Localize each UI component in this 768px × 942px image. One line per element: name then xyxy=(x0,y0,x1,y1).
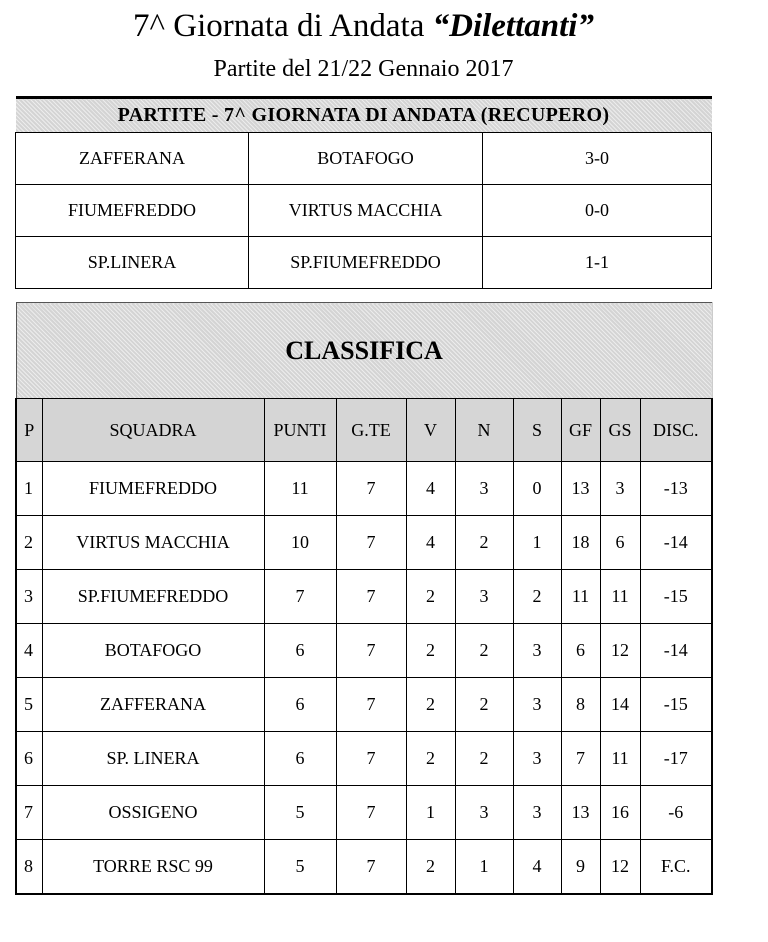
match-row xyxy=(16,237,712,289)
column-header-discipline: DISC. xyxy=(640,399,712,462)
standings-row xyxy=(16,462,712,516)
team-cell: BOTAFOGO xyxy=(42,624,264,678)
standings-row xyxy=(16,516,712,570)
goals-against-cell: 6 xyxy=(600,516,640,570)
goals-for-cell: 6 xyxy=(561,624,600,678)
position-cell: 7 xyxy=(16,786,42,840)
standings-row xyxy=(16,624,712,678)
played-cell: 7 xyxy=(336,678,406,732)
losses-cell: 3 xyxy=(513,732,561,786)
played-cell: 7 xyxy=(336,624,406,678)
position-cell: 3 xyxy=(16,570,42,624)
discipline-cell: -14 xyxy=(640,624,712,678)
matches-table xyxy=(15,96,712,289)
wins-cell: 2 xyxy=(406,624,455,678)
match-row xyxy=(16,133,712,185)
team-cell: TORRE RSC 99 xyxy=(42,840,264,895)
wins-cell: 2 xyxy=(406,732,455,786)
points-cell: 5 xyxy=(264,786,336,840)
draws-cell: 2 xyxy=(455,624,513,678)
goals-for-cell: 13 xyxy=(561,786,600,840)
discipline-cell: -13 xyxy=(640,462,712,516)
draws-cell: 3 xyxy=(455,462,513,516)
match-score: 0-0 xyxy=(483,185,712,237)
losses-cell: 3 xyxy=(513,786,561,840)
standings-row xyxy=(16,570,712,624)
team-cell: VIRTUS MACCHIA xyxy=(42,516,264,570)
match-home-team: FIUMEFREDDO xyxy=(16,185,249,237)
match-home-team: SP.LINERA xyxy=(16,237,249,289)
goals-for-cell: 11 xyxy=(561,570,600,624)
draws-cell: 2 xyxy=(455,732,513,786)
wins-cell: 1 xyxy=(406,786,455,840)
played-cell: 7 xyxy=(336,570,406,624)
team-cell: SP. LINERA xyxy=(42,732,264,786)
column-header-wins: V xyxy=(406,399,455,462)
team-cell: ZAFFERANA xyxy=(42,678,264,732)
draws-cell: 3 xyxy=(455,570,513,624)
standings-row xyxy=(16,786,712,840)
goals-against-cell: 3 xyxy=(600,462,640,516)
goals-for-cell: 18 xyxy=(561,516,600,570)
matches-heading: PARTITE - 7^ GIORNATA DI ANDATA (RECUPERO) xyxy=(16,98,712,133)
wins-cell: 4 xyxy=(406,516,455,570)
column-header-draws: N xyxy=(455,399,513,462)
page-subtitle: Partite del 21/22 Gennaio 2017 xyxy=(213,56,514,82)
goals-against-cell: 12 xyxy=(600,624,640,678)
standings-header-row xyxy=(16,399,712,462)
team-cell: SP.FIUMEFREDDO xyxy=(42,570,264,624)
played-cell: 7 xyxy=(336,732,406,786)
points-cell: 10 xyxy=(264,516,336,570)
points-cell: 6 xyxy=(264,624,336,678)
points-cell: 6 xyxy=(264,678,336,732)
column-header-goals-against: GS xyxy=(600,399,640,462)
draws-cell: 1 xyxy=(455,840,513,895)
match-home-team: ZAFFERANA xyxy=(16,133,249,185)
team-cell: OSSIGENO xyxy=(42,786,264,840)
match-away-team: SP.FIUMEFREDDO xyxy=(249,237,483,289)
position-cell: 4 xyxy=(16,624,42,678)
losses-cell: 4 xyxy=(513,840,561,895)
position-cell: 1 xyxy=(16,462,42,516)
draws-cell: 2 xyxy=(455,678,513,732)
discipline-cell: F.C. xyxy=(640,840,712,895)
position-cell: 6 xyxy=(16,732,42,786)
column-header-position: P xyxy=(16,399,42,462)
match-away-team: BOTAFOGO xyxy=(249,133,483,185)
title-prefix: 7^ Giornata di Andata xyxy=(133,8,433,44)
goals-against-cell: 11 xyxy=(600,570,640,624)
standings-title: CLASSIFICA xyxy=(16,303,712,399)
discipline-cell: -17 xyxy=(640,732,712,786)
points-cell: 11 xyxy=(264,462,336,516)
wins-cell: 4 xyxy=(406,462,455,516)
team-cell: FIUMEFREDDO xyxy=(42,462,264,516)
points-cell: 6 xyxy=(264,732,336,786)
match-score: 3-0 xyxy=(483,133,712,185)
standings-row xyxy=(16,678,712,732)
position-cell: 5 xyxy=(16,678,42,732)
losses-cell: 2 xyxy=(513,570,561,624)
draws-cell: 3 xyxy=(455,786,513,840)
points-cell: 5 xyxy=(264,840,336,895)
played-cell: 7 xyxy=(336,786,406,840)
column-header-points: PUNTI xyxy=(264,399,336,462)
goals-against-cell: 11 xyxy=(600,732,640,786)
losses-cell: 3 xyxy=(513,624,561,678)
points-cell: 7 xyxy=(264,570,336,624)
standings-table xyxy=(15,302,713,895)
played-cell: 7 xyxy=(336,840,406,895)
losses-cell: 0 xyxy=(513,462,561,516)
goals-for-cell: 13 xyxy=(561,462,600,516)
losses-cell: 3 xyxy=(513,678,561,732)
discipline-cell: -6 xyxy=(640,786,712,840)
discipline-cell: -15 xyxy=(640,678,712,732)
wins-cell: 2 xyxy=(406,678,455,732)
page-title xyxy=(0,6,727,46)
wins-cell: 2 xyxy=(406,840,455,895)
goals-against-cell: 12 xyxy=(600,840,640,895)
goals-for-cell: 8 xyxy=(561,678,600,732)
goals-for-cell: 7 xyxy=(561,732,600,786)
goals-for-cell: 9 xyxy=(561,840,600,895)
match-row xyxy=(16,185,712,237)
discipline-cell: -15 xyxy=(640,570,712,624)
match-score: 1-1 xyxy=(483,237,712,289)
position-cell: 2 xyxy=(16,516,42,570)
played-cell: 7 xyxy=(336,462,406,516)
column-header-played: G.TE xyxy=(336,399,406,462)
losses-cell: 1 xyxy=(513,516,561,570)
match-away-team: VIRTUS MACCHIA xyxy=(249,185,483,237)
title-emphasis: “Dilettanti” xyxy=(432,8,594,44)
standings-row xyxy=(16,732,712,786)
goals-against-cell: 16 xyxy=(600,786,640,840)
played-cell: 7 xyxy=(336,516,406,570)
column-header-losses: S xyxy=(513,399,561,462)
column-header-goals-for: GF xyxy=(561,399,600,462)
position-cell: 8 xyxy=(16,840,42,895)
draws-cell: 2 xyxy=(455,516,513,570)
goals-against-cell: 14 xyxy=(600,678,640,732)
discipline-cell: -14 xyxy=(640,516,712,570)
wins-cell: 2 xyxy=(406,570,455,624)
column-header-team: SQUADRA xyxy=(42,399,264,462)
standings-row xyxy=(16,840,712,895)
